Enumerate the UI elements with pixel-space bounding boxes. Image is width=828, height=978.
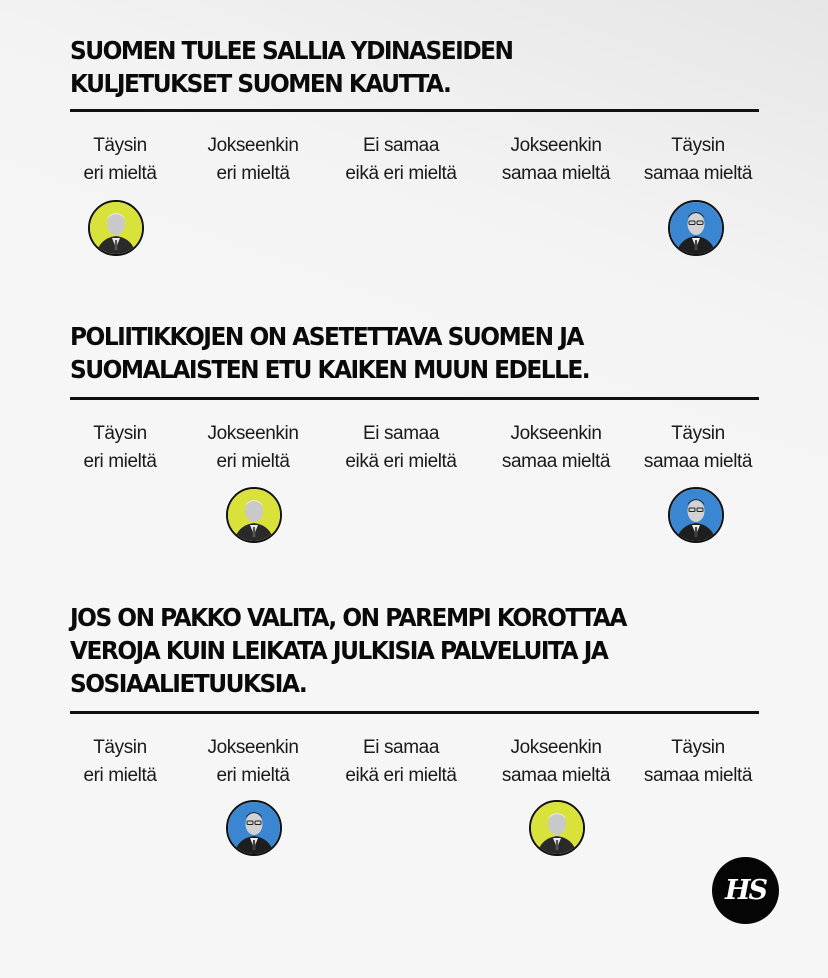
divider [70,397,759,400]
candidate-yellow-avatar [529,800,585,856]
scale-label-line: samaa mieltä [501,451,611,472]
answer-scale [70,132,760,262]
scale-label-line: Täysin [671,423,725,444]
candidate-yellow-avatar [88,200,144,256]
candidate-blue-avatar [668,487,724,543]
scale-label-line: eri mieltä [216,765,290,786]
portrait-icon [670,489,722,541]
scale-label-line: Täysin [93,135,147,156]
scale-label-somewhat-agree [491,734,621,790]
scale-label-line: Jokseenkin [207,737,299,758]
scale-label-strongly-agree [633,420,763,476]
candidate-yellow-avatar [226,487,282,543]
portrait-icon [228,802,280,854]
answer-scale [70,420,760,550]
scale-label-neutral [336,132,466,188]
candidate-blue-avatar [226,800,282,856]
scale-label-line: Jokseenkin [510,423,602,444]
scale-label-line: Täysin [671,737,725,758]
scale-label-line: eikä eri mieltä [345,163,457,184]
scale-label-line: eikä eri mieltä [345,451,457,472]
question-3-title [70,601,760,700]
scale-label-somewhat-agree [491,132,621,188]
question-1-title [70,34,760,100]
scale-label-line: Ei samaa [362,423,439,444]
scale-label-strongly-disagree [55,132,185,188]
question-title-line: POLIITIKKOJEN ON ASETETTAVA SUOMEN JA [70,322,583,351]
scale-label-somewhat-disagree [188,132,318,188]
scale-label-line: Täysin [93,423,147,444]
divider [70,711,759,714]
portrait-icon [90,202,142,254]
portrait-icon [531,802,583,854]
scale-label-line: Jokseenkin [207,423,299,444]
answer-scale [70,734,760,864]
portrait-icon [670,202,722,254]
scale-label-strongly-disagree [55,734,185,790]
scale-label-line: eri mieltä [216,451,290,472]
question-2-title [70,320,760,386]
scale-label-line: Täysin [671,135,725,156]
question-title-line: SOSIAALIETUUKSIA. [70,669,307,698]
question-title-line: JOS ON PAKKO VALITA, ON PAREMPI KOROTTAA [70,603,626,632]
question-title-line: SUOMEN TULEE SALLIA YDINASEIDEN [70,36,513,65]
question-title-line: VEROJA KUIN LEIKATA JULKISIA PALVELUITA JA [70,636,608,665]
scale-label-line: samaa mieltä [501,163,611,184]
question-title-line: SUOMALAISTEN ETU KAIKEN MUUN EDELLE. [70,355,590,384]
question-title-line: KULJETUKSET SUOMEN KAUTTA. [70,69,451,98]
scale-label-line: samaa mieltä [501,765,611,786]
scale-label-strongly-agree [633,132,763,188]
scale-label-strongly-disagree [55,420,185,476]
scale-label-line: eri mieltä [83,163,157,184]
scale-label-line: eri mieltä [216,163,290,184]
hs-logo-text: HS [724,875,766,906]
scale-label-line: eri mieltä [83,451,157,472]
scale-label-somewhat-disagree [188,420,318,476]
question-1 [70,34,760,184]
hs-logo [712,857,779,924]
scale-label-line: Ei samaa [362,737,439,758]
scale-label-line: samaa mieltä [643,163,753,184]
scale-label-somewhat-agree [491,420,621,476]
scale-label-line: Jokseenkin [207,135,299,156]
divider [70,109,759,112]
scale-label-line: Ei samaa [362,135,439,156]
scale-label-strongly-agree [633,734,763,790]
question-2 [70,320,760,472]
scale-label-line: Jokseenkin [510,737,602,758]
scale-label-line: samaa mieltä [643,765,753,786]
scale-label-somewhat-disagree [188,734,318,790]
scale-label-neutral [336,420,466,476]
scale-label-line: samaa mieltä [643,451,753,472]
portrait-icon [228,489,280,541]
candidate-blue-avatar [668,200,724,256]
scale-label-neutral [336,734,466,790]
scale-label-line: Jokseenkin [510,135,602,156]
question-3 [70,601,760,786]
scale-label-line: eri mieltä [83,765,157,786]
scale-label-line: eikä eri mieltä [345,765,457,786]
scale-label-line: Täysin [93,737,147,758]
